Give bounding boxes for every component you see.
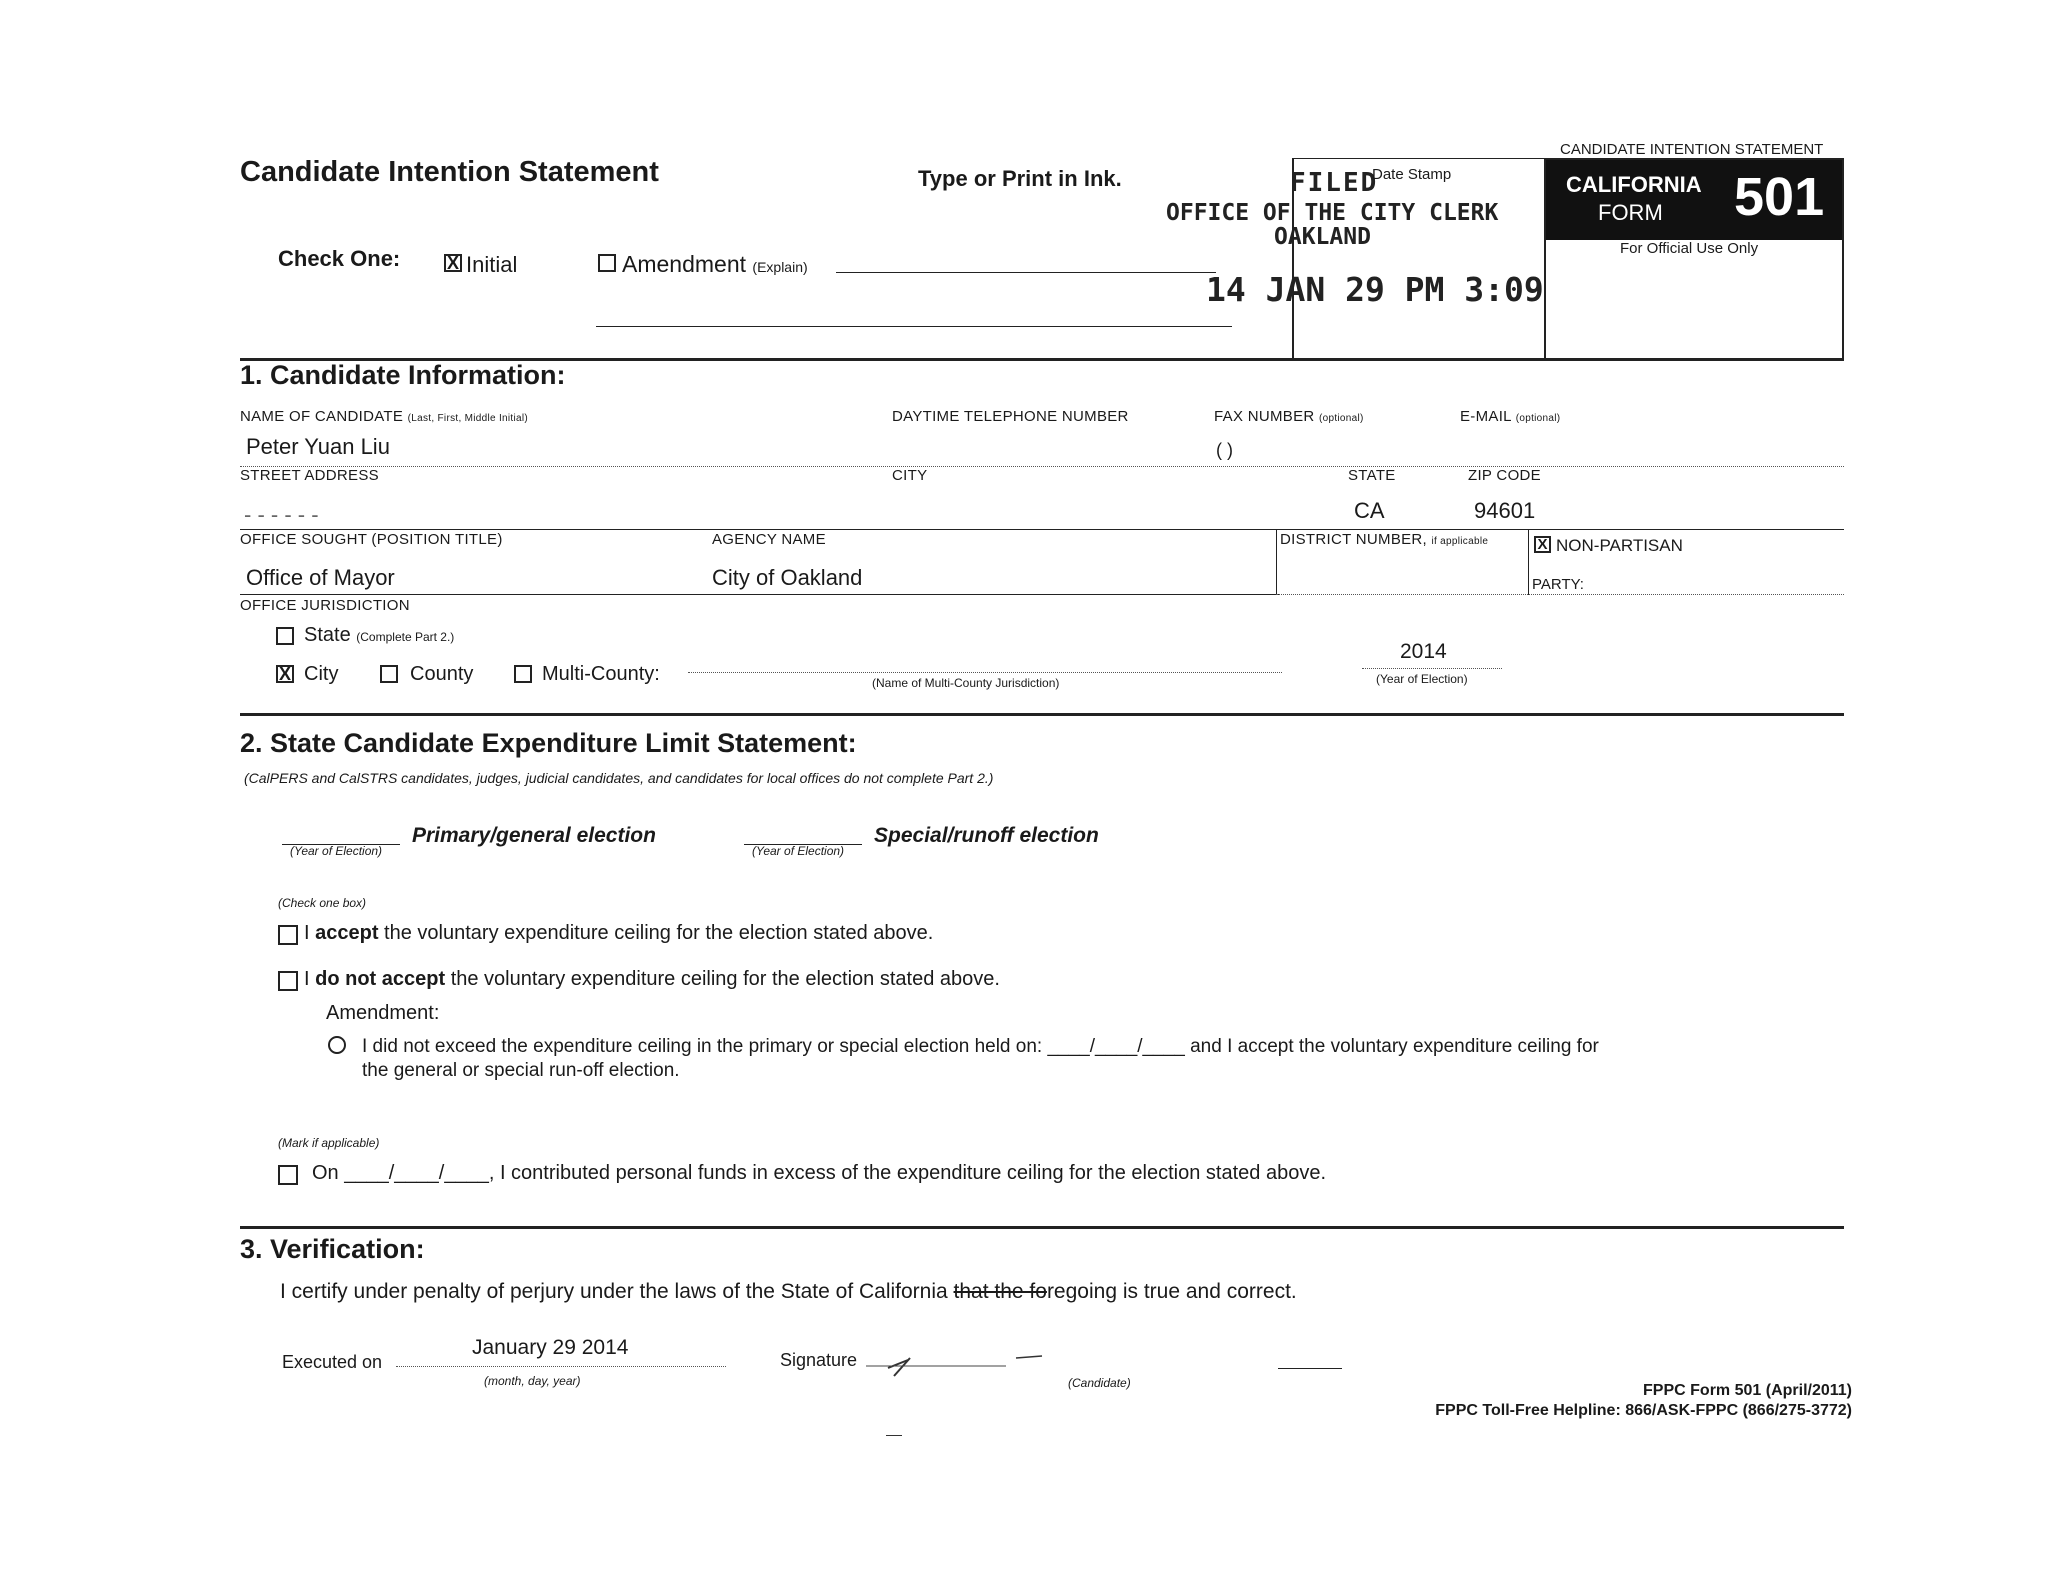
not-accept-bold: do not accept — [315, 968, 446, 990]
phone-label: DAYTIME TELEPHONE NUMBER — [892, 408, 1129, 425]
agency-label: AGENCY NAME — [712, 531, 826, 548]
section3-rule — [240, 1226, 1844, 1229]
not-accept-pre: I — [304, 968, 316, 990]
office-stamp: OFFICE OF THE CITY CLERK — [1166, 200, 1499, 226]
section2-note: (CalPERS and CalSTRS candidates, judges, judicial candidates, and candidates for local offices do not complete Part 2.) — [244, 770, 994, 786]
date-stamp-label: Date Stamp — [1372, 166, 1452, 183]
helpline: FPPC Toll-Free Helpline: 866/ASK-FPPC (866/275-3772) — [1435, 1402, 1852, 1419]
party-label: PARTY: — [1532, 576, 1584, 593]
signature-label: Signature — [780, 1350, 858, 1370]
row2-line — [240, 529, 1844, 530]
office-value[interactable]: Office of Mayor — [246, 565, 395, 590]
accept-text — [304, 922, 933, 945]
state-label: STATE — [1348, 467, 1396, 484]
stamp-box-top — [1292, 158, 1544, 159]
check-one-box-hint: (Check one box) — [278, 896, 367, 910]
state-option-text: State — [304, 624, 351, 646]
accept-checkbox[interactable] — [278, 925, 298, 945]
email-label — [1460, 408, 1560, 425]
row1-line — [240, 466, 1844, 467]
state-checkbox[interactable] — [276, 627, 294, 645]
not-accept-post: the voluntary expenditure ceiling for the election stated above. — [445, 968, 1000, 990]
amendment-radio[interactable] — [328, 1036, 346, 1054]
section1-heading: 1. Candidate Information: — [240, 360, 566, 390]
amendment-label — [622, 251, 808, 278]
amendment-text-2: the general or special run-off election. — [362, 1060, 680, 1081]
form-id: FPPC Form 501 (April/2011) — [1643, 1382, 1852, 1399]
county-checkbox[interactable] — [380, 665, 398, 683]
nonpartisan-checkbox[interactable]: X — [1534, 536, 1551, 553]
fax-label-text: FAX NUMBER — [1214, 408, 1315, 425]
primary-label: Primary/general election — [412, 824, 656, 847]
candidate-name-value[interactable]: Peter Yuan Liu — [246, 434, 390, 459]
form-number: 501 — [1734, 167, 1825, 227]
state-option — [304, 624, 454, 647]
amendment-text: Amendment — [622, 251, 747, 277]
certify-post: regoing is true and correct. — [1046, 1280, 1297, 1303]
contrib-checkbox[interactable] — [278, 1165, 298, 1185]
county-option: County — [410, 663, 474, 685]
city-option: City — [304, 663, 339, 685]
zip-value[interactable]: 94601 — [1474, 498, 1536, 523]
official-box — [1544, 158, 1844, 360]
fax-paren[interactable]: ( ) — [1216, 440, 1233, 460]
contrib-text: On ____/____/____, I contributed personal funds in excess of the expenditure ceiling for the election stated above. — [312, 1162, 1327, 1184]
executed-hint: (month, day, year) — [484, 1374, 581, 1388]
name-label — [240, 408, 528, 425]
amendment-heading: Amendment: — [326, 1002, 440, 1024]
multicounty-checkbox[interactable] — [514, 665, 532, 683]
signature-stroke-2 — [894, 1358, 910, 1376]
mark-if-applicable: (Mark if applicable) — [278, 1136, 380, 1150]
initial-checkbox[interactable]: X — [444, 254, 462, 272]
signature-trailing-line — [1278, 1368, 1342, 1369]
amendment-checkbox[interactable] — [598, 254, 616, 272]
official-use-label: For Official Use Only — [1620, 240, 1759, 257]
primary-year-hint: (Year of Election) — [290, 844, 383, 858]
official-box-caption: CANDIDATE INTENTION STATEMENT — [1560, 141, 1824, 158]
check-one-label: Check One: — [278, 246, 401, 271]
name-hint: (Last, First, Middle Initial) — [407, 413, 529, 424]
city-label: CITY — [892, 467, 928, 484]
executed-value[interactable]: January 29 2014 — [472, 1336, 629, 1359]
election-year-line — [1362, 668, 1502, 669]
special-year-hint: (Year of Election) — [752, 844, 845, 858]
office-label: OFFICE SOUGHT (POSITION TITLE) — [240, 531, 503, 548]
form-label: FORM — [1598, 200, 1663, 225]
email-hint: (optional) — [1515, 413, 1561, 424]
certify-strike: that the fo — [953, 1280, 1047, 1303]
accept-post: the voluntary expenditure ceiling for the election stated above. — [378, 922, 934, 944]
signature-stroke-3 — [1016, 1356, 1042, 1358]
party-box-left — [1528, 529, 1529, 595]
california-label: CALIFORNIA — [1566, 172, 1702, 197]
election-year-hint: (Year of Election) — [1376, 672, 1468, 686]
explain-line-2[interactable] — [596, 326, 1232, 327]
city-checkbox[interactable]: X — [276, 665, 294, 683]
city-stamp: OAKLAND — [1274, 224, 1371, 250]
accept-bold: accept — [315, 922, 379, 944]
datetime-stamp: 14 JAN 29 PM 3:09 — [1206, 270, 1544, 309]
street-label: STREET ADDRESS — [240, 467, 379, 484]
form-number-banner — [1546, 160, 1842, 240]
name-label-text: NAME OF CANDIDATE — [240, 408, 404, 425]
street-value[interactable]: - - - - - - — [244, 502, 319, 527]
certify-pre: I certify under penalty of perjury under the laws of the State of California — [280, 1280, 954, 1303]
multicounty-hint: (Name of Multi-County Jurisdiction) — [872, 676, 1060, 690]
election-year-value[interactable]: 2014 — [1400, 640, 1447, 663]
initial-label: Initial — [466, 252, 518, 277]
special-label: Special/runoff election — [874, 824, 1099, 847]
district-label-text: DISTRICT NUMBER, — [1280, 531, 1428, 548]
jurisdiction-label: OFFICE JURISDICTION — [240, 597, 410, 614]
multicounty-option: Multi-County: — [542, 663, 660, 685]
accept-pre: I — [304, 922, 316, 944]
not-accept-checkbox[interactable] — [278, 971, 298, 991]
district-label — [1280, 531, 1488, 548]
section3-heading: 3. Verification: — [240, 1234, 425, 1264]
type-or-print-note: Type or Print in Ink. — [918, 166, 1122, 191]
row3-line-right — [1276, 594, 1844, 595]
fax-label — [1214, 408, 1364, 425]
fax-hint: (optional) — [1318, 413, 1364, 424]
not-accept-text — [304, 968, 1000, 991]
executed-label: Executed on — [282, 1352, 383, 1372]
filed-stamp: FILED — [1290, 168, 1379, 198]
section2-rule — [240, 713, 1844, 716]
section2-heading: 2. State Candidate Expenditure Limit Statement: — [240, 728, 857, 758]
nonpartisan-label: NON-PARTISAN — [1556, 536, 1683, 555]
certify-text — [280, 1280, 1297, 1304]
signature-hint: (Candidate) — [1068, 1376, 1131, 1390]
email-label-text: E-MAIL — [1460, 408, 1512, 425]
explain-hint: (Explain) — [752, 259, 808, 275]
multicounty-line[interactable] — [688, 672, 1282, 673]
form-title: Candidate Intention Statement — [240, 156, 659, 188]
district-hint: if applicable — [1431, 536, 1489, 547]
executed-line — [396, 1366, 726, 1367]
agency-value[interactable]: City of Oakland — [712, 565, 863, 590]
explain-line-1[interactable] — [836, 272, 1216, 273]
row3-line — [240, 594, 1280, 595]
district-box-left — [1276, 529, 1277, 595]
state-value[interactable]: CA — [1354, 498, 1385, 523]
state-option-hint: (Complete Part 2.) — [356, 630, 455, 644]
zip-label: ZIP CODE — [1468, 467, 1541, 484]
amendment-text-1: I did not exceed the expenditure ceiling in the primary or special election held on: ____/____/____ and I accept the voluntary expenditure ceiling for — [362, 1036, 1599, 1057]
